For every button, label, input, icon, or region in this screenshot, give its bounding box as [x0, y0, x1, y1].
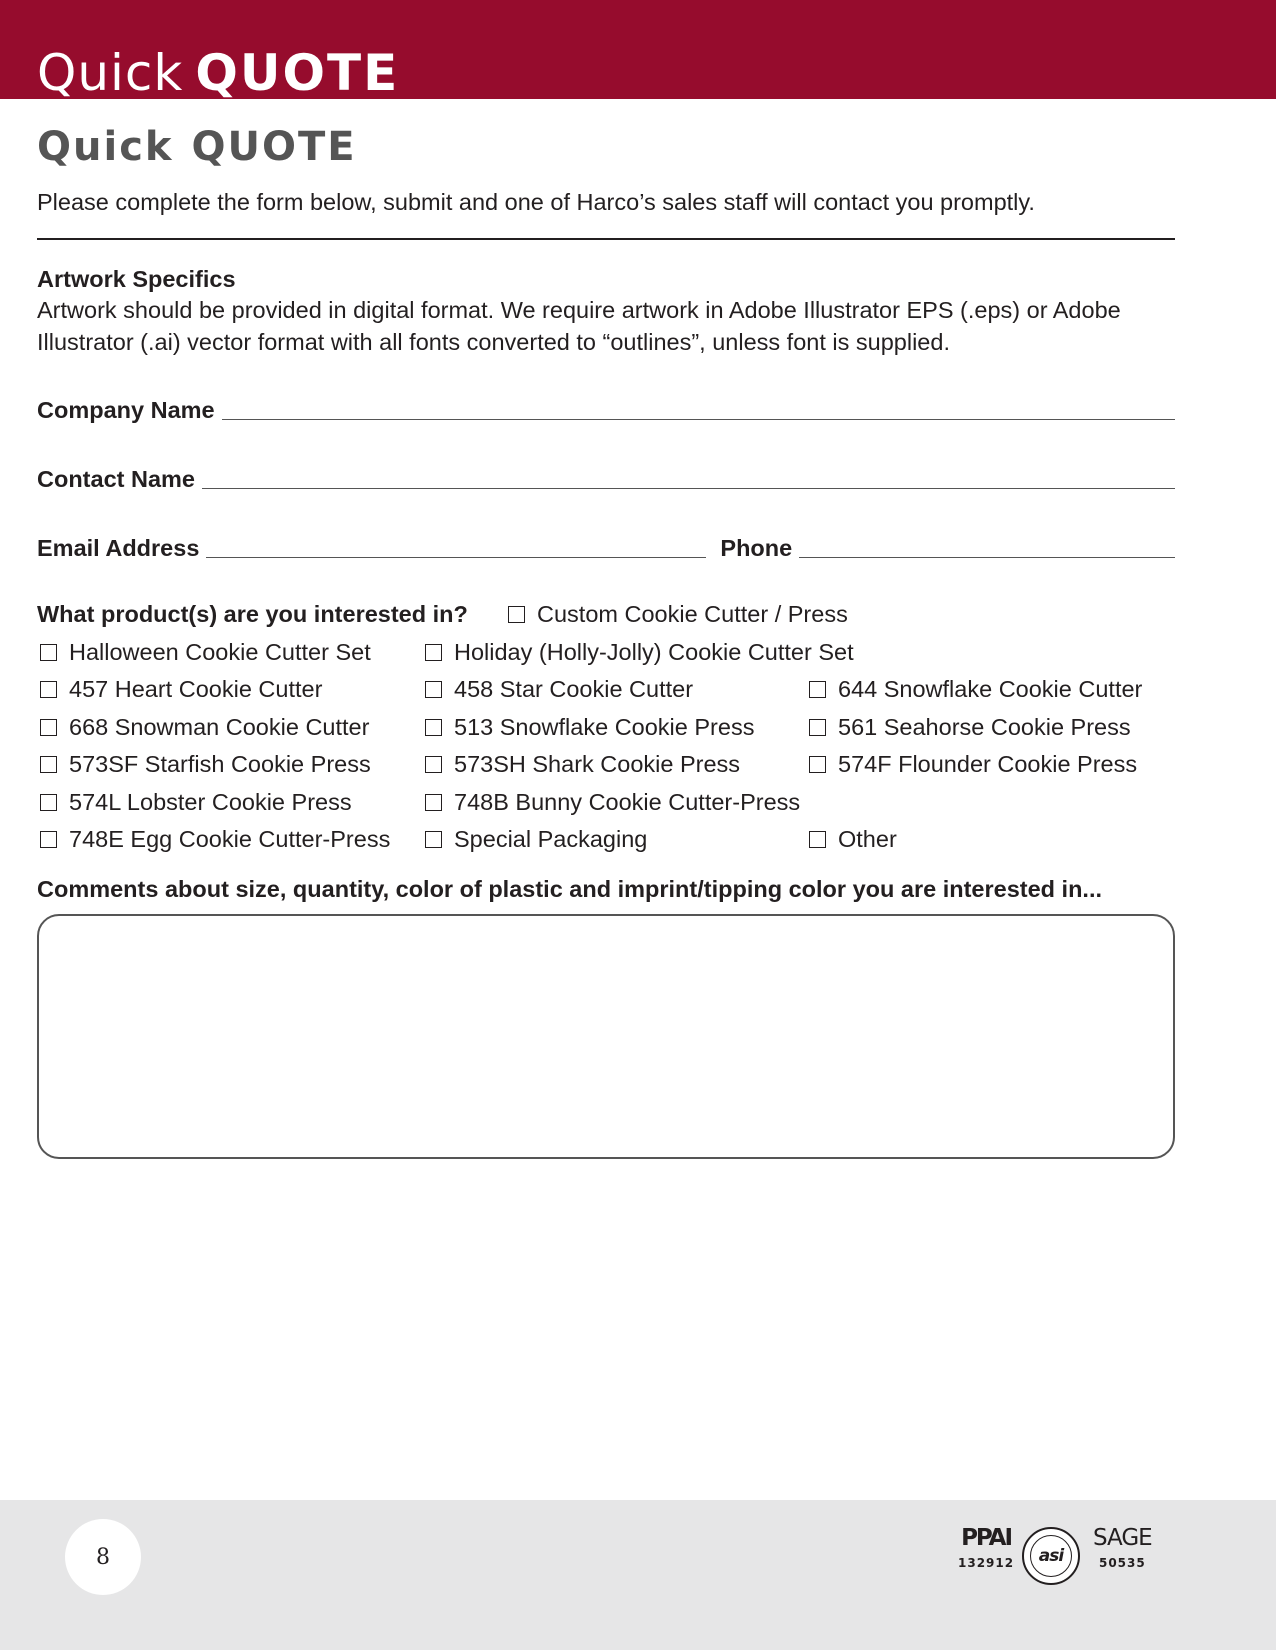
footer: [0, 1500, 1276, 1650]
email-phone-row: [37, 531, 1175, 565]
comments-textarea[interactable]: [37, 914, 1175, 1159]
product-option-label: 668 Snowman Cookie Cutter: [69, 714, 370, 740]
page-title: [37, 123, 357, 171]
checkbox[interactable]: [425, 794, 442, 811]
company-name-label: Company Name: [37, 397, 215, 423]
product-option-label: 513 Snowflake Cookie Press: [454, 714, 755, 740]
product-option-label: 748B Bunny Cookie Cutter-Press: [454, 789, 801, 815]
product-option[interactable]: [40, 635, 371, 669]
intro-text: Please complete the form below, submit and one of Harco’s sales staff will contact you promptly.: [37, 189, 1035, 215]
product-option-label: 574F Flounder Cookie Press: [838, 751, 1138, 777]
header-title-bold: QUOTE: [195, 44, 400, 102]
product-option-label: Special Packaging: [454, 826, 648, 852]
checkbox[interactable]: [40, 644, 57, 661]
checkbox[interactable]: [809, 719, 826, 736]
company-name-field[interactable]: [222, 418, 1175, 420]
product-option[interactable]: [425, 710, 754, 744]
sage-logo: [1093, 1526, 1152, 1570]
product-option-label: 644 Snowflake Cookie Cutter: [838, 676, 1143, 702]
contact-name-field[interactable]: [202, 487, 1175, 489]
sage-logo-text: SAGE: [1093, 1525, 1152, 1551]
divider: [37, 238, 1175, 240]
product-option-label: Custom Cookie Cutter / Press: [537, 601, 848, 627]
products-question: What product(s) are you interested in?: [37, 601, 468, 627]
artwork-body: Artwork should be provided in digital format. We require artwork in Adobe Illustrator EPS (.eps) or Adobe Illustrator (.ai) vector format with all fonts converted to “outlines”, unless font is supplied.: [37, 297, 1121, 355]
product-option[interactable]: [809, 747, 1137, 781]
checkbox[interactable]: [425, 681, 442, 698]
product-option-label: 458 Star Cookie Cutter: [454, 676, 694, 702]
checkbox[interactable]: [40, 719, 57, 736]
product-option-label: 573SH Shark Cookie Press: [454, 751, 741, 777]
product-option-label: Other: [838, 826, 897, 852]
sage-number: 50535: [1098, 1556, 1146, 1570]
page-title-word1: Quick: [37, 124, 174, 170]
page-title-word2: QUOTE: [191, 124, 357, 170]
asi-logo: [1022, 1527, 1080, 1585]
checkbox[interactable]: [40, 794, 57, 811]
product-option[interactable]: [40, 672, 322, 706]
product-option[interactable]: [425, 747, 740, 781]
asi-logo-text: asi: [1030, 1535, 1072, 1577]
checkbox[interactable]: [425, 719, 442, 736]
product-option-label: 573SF Starfish Cookie Press: [69, 751, 371, 777]
product-option[interactable]: [425, 822, 647, 856]
artwork-title: Artwork Specifics: [37, 266, 236, 292]
contact-name-row: [37, 462, 1175, 496]
checkbox[interactable]: [40, 756, 57, 773]
product-option[interactable]: [809, 822, 897, 856]
product-option[interactable]: [425, 672, 693, 706]
product-option-label: 457 Heart Cookie Cutter: [69, 676, 323, 702]
product-option[interactable]: [40, 822, 390, 856]
product-option[interactable]: [40, 710, 369, 744]
comments-label: Comments about size, quantity, color of plastic and imprint/tipping color you are interested in...: [37, 876, 1103, 902]
checkbox[interactable]: [40, 681, 57, 698]
page-number: 8: [65, 1519, 141, 1595]
product-option[interactable]: [809, 672, 1142, 706]
checkbox[interactable]: [809, 756, 826, 773]
ppai-logo: [958, 1526, 1014, 1570]
header-title: [37, 38, 399, 108]
product-option[interactable]: [508, 597, 848, 631]
checkbox[interactable]: [809, 681, 826, 698]
product-option[interactable]: [425, 785, 800, 819]
product-option-label: 748E Egg Cookie Cutter-Press: [69, 826, 391, 852]
contact-name-label: Contact Name: [37, 466, 196, 492]
product-option[interactable]: [425, 635, 854, 669]
phone-field[interactable]: [799, 556, 1175, 558]
checkbox[interactable]: [425, 831, 442, 848]
email-field[interactable]: [206, 556, 706, 558]
email-label: Email Address: [37, 535, 200, 561]
header-bar: [0, 0, 1276, 102]
company-name-row: [37, 393, 1175, 427]
product-option-label: Holiday (Holly-Jolly) Cookie Cutter Set: [454, 639, 854, 665]
ppai-number: 132912: [958, 1556, 1015, 1570]
checkbox[interactable]: [809, 831, 826, 848]
product-option[interactable]: [40, 785, 352, 819]
phone-label: Phone: [720, 535, 793, 561]
product-option[interactable]: [809, 710, 1131, 744]
checkbox[interactable]: [40, 831, 57, 848]
ppai-logo-text: PPAI: [961, 1525, 1012, 1551]
product-option-label: Halloween Cookie Cutter Set: [69, 639, 371, 665]
product-option-label: 574L Lobster Cookie Press: [69, 789, 352, 815]
header-title-light: Quick: [37, 44, 184, 102]
checkbox[interactable]: [508, 606, 525, 623]
product-option-label: 561 Seahorse Cookie Press: [838, 714, 1131, 740]
product-option[interactable]: [40, 747, 371, 781]
checkbox[interactable]: [425, 756, 442, 773]
checkbox[interactable]: [425, 644, 442, 661]
